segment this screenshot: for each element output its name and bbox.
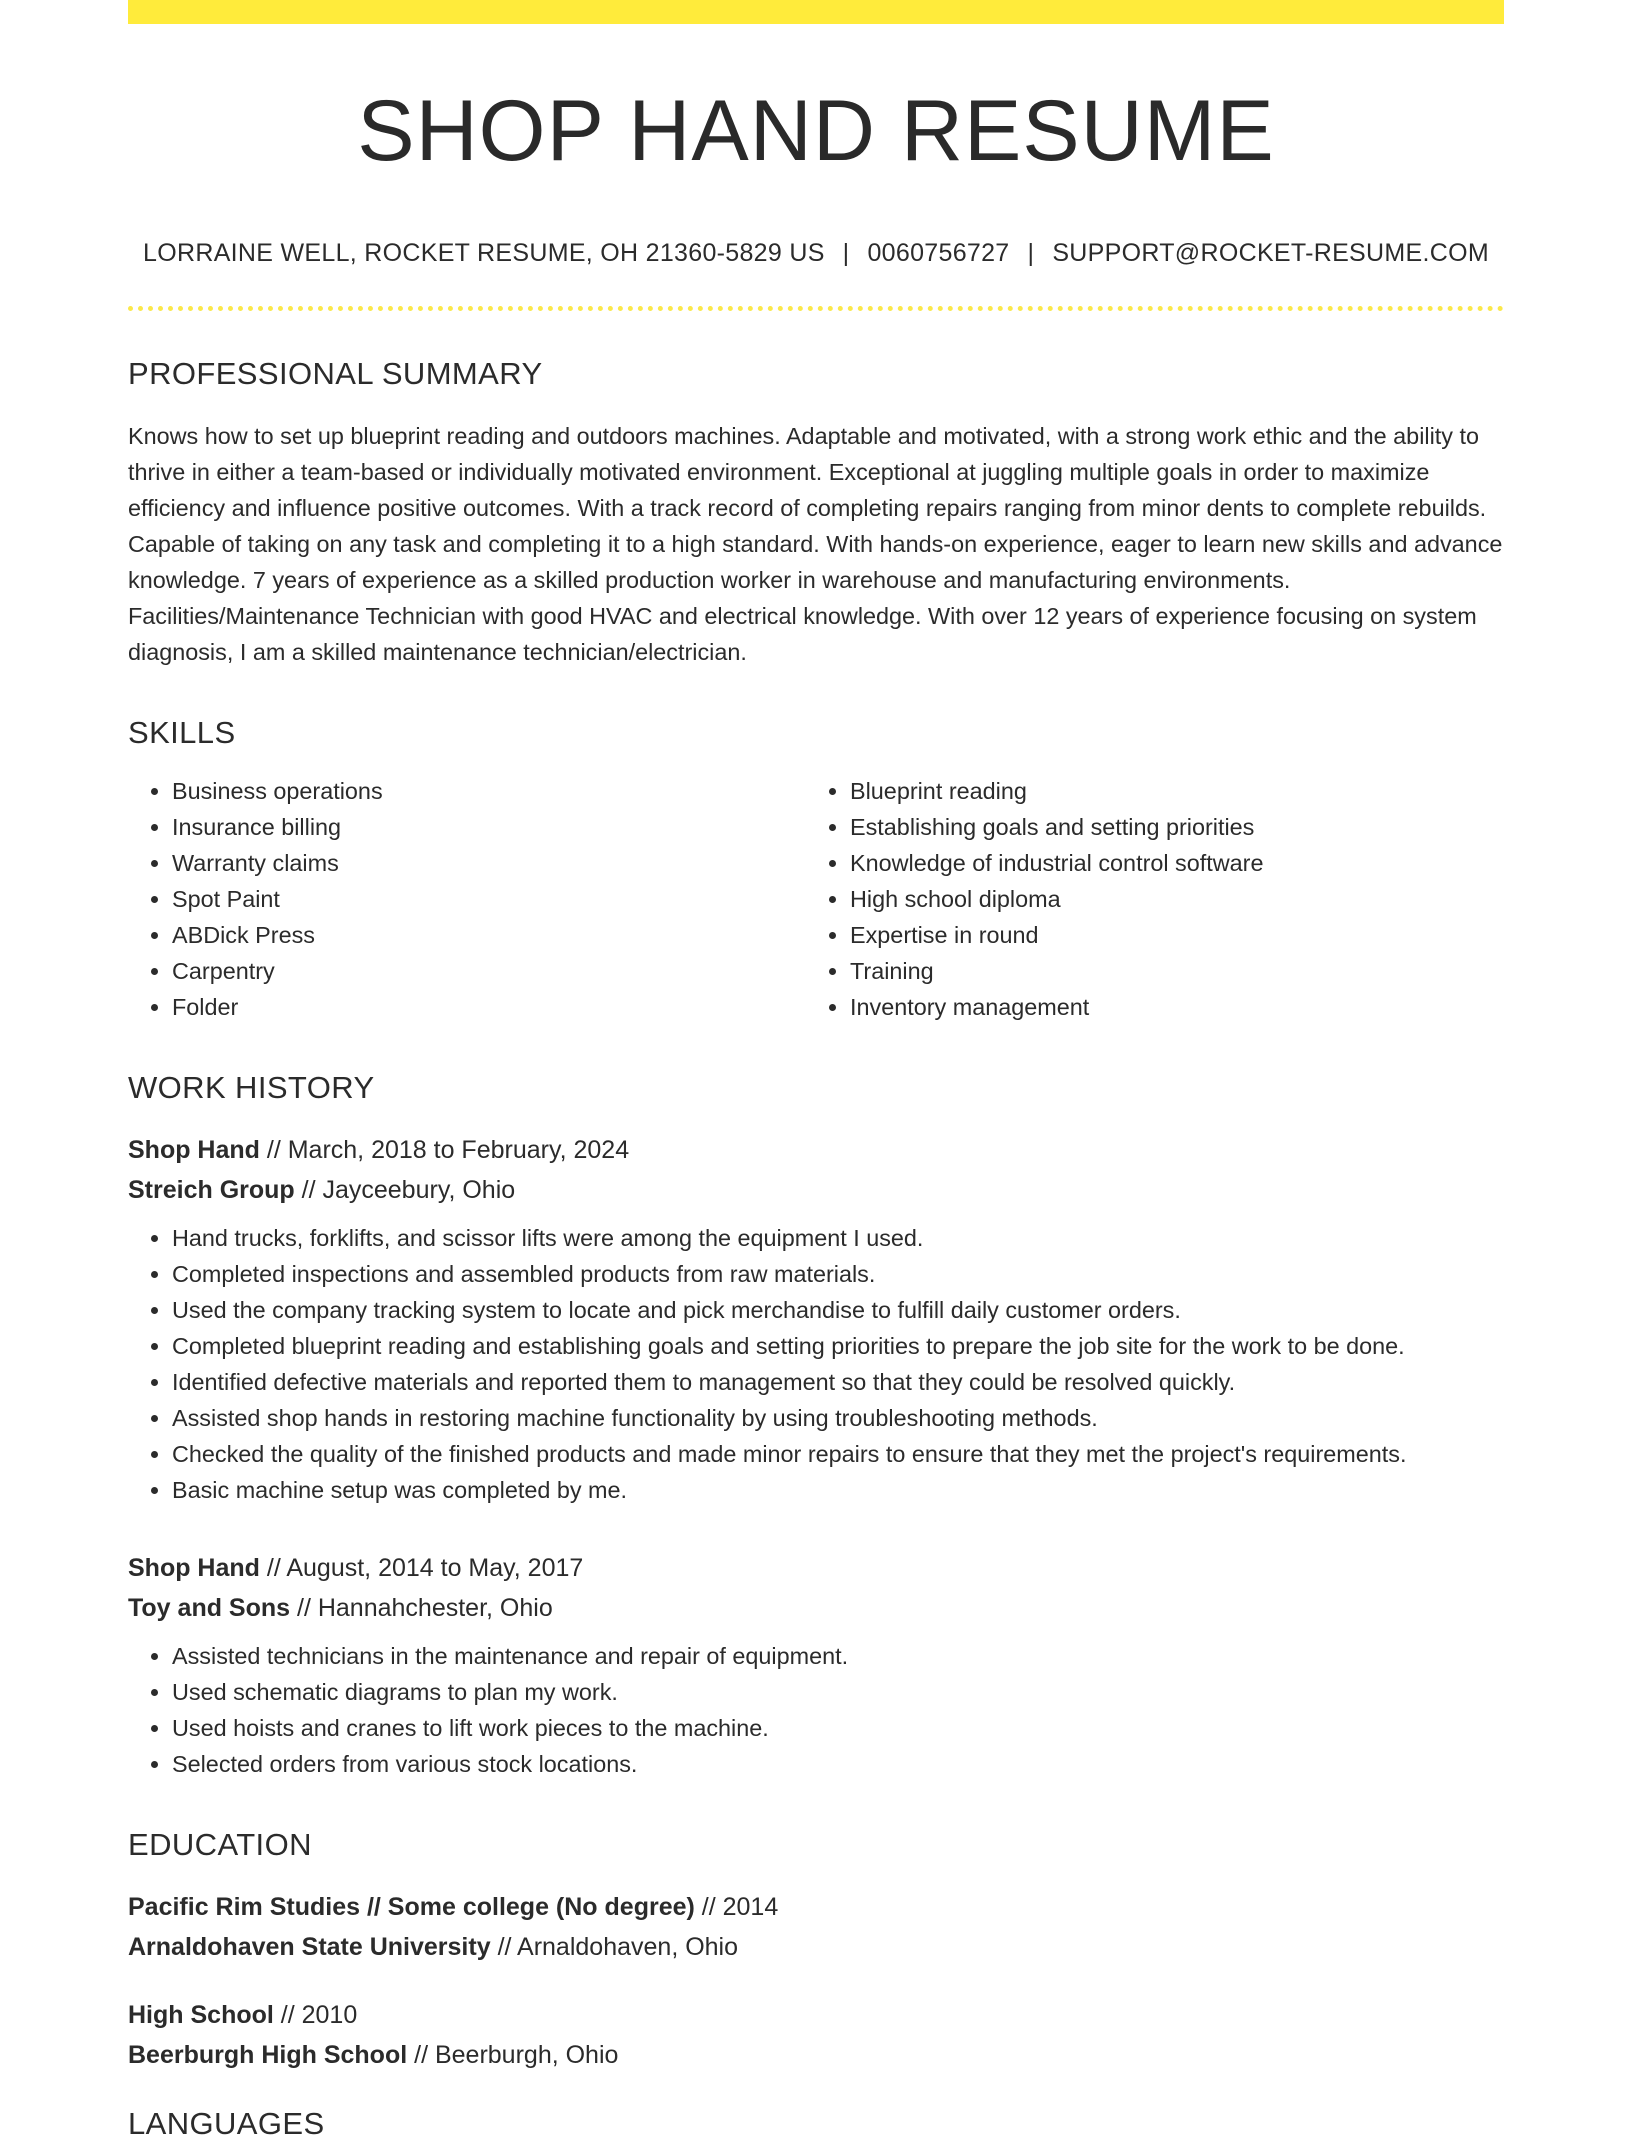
summary-text: Knows how to set up blueprint reading and outdoors machines. Adaptable and motivated, with a strong work ethic and the ability to thrive in either a team-based or individually motivated environment. Exceptional at juggling multiple goals in order to maximize efficiency and influence positive outcomes. With a track record of completing repairs ranging from minor dents to complete rebuilds. Capable of taking on any task and completing it to a high standard. With hands-on experience, eager to learn new skills and advance knowledge. 7 years of experience as a skilled production worker in warehouse and manufacturing environments. Facilities/Maintenance Technician with good HVAC and electrical knowledge. With over 12 years of experience focusing on system diagnosis, I am a skilled maintenance technician/electrician. <box>128 422 1503 665</box>
job-bullet: • Hand trucks, forklifts, and scissor lifts were among the equipment I used. <box>172 1220 1504 1256</box>
skill-item: • Knowledge of industrial control software <box>850 845 1484 881</box>
job-entry <box>128 1130 1504 1508</box>
education-entry <box>128 1995 1504 2075</box>
education-heading: EDUCATION <box>128 1827 312 1863</box>
education-location: // Arnaldohaven, Ohio <box>490 1933 739 1962</box>
job-bullet: • Used hoists and cranes to lift work pieces to the machine. <box>172 1710 1504 1746</box>
skill-item: • Training <box>850 953 1484 989</box>
education-location: // Beerburgh, Ohio <box>407 2041 619 2070</box>
skill-item: • Spot Paint <box>172 881 806 917</box>
skills-heading: SKILLS <box>128 714 236 750</box>
job-location: // Hannahchester, Ohio <box>290 1594 553 1623</box>
education-entry <box>128 1887 1504 1967</box>
skill-item: • High school diploma <box>850 881 1484 917</box>
education-year: // 2010 <box>273 2001 358 2030</box>
skill-item: • Business operations <box>172 773 806 809</box>
education-school: Beerburgh High School <box>128 2041 408 2070</box>
job-bullet: • Used schematic diagrams to plan my work. <box>172 1674 1504 1710</box>
job-bullet: • Selected orders from various stock locations. <box>172 1746 1504 1782</box>
skill-item: • Blueprint reading <box>850 773 1484 809</box>
skill-item: • ABDick Press <box>172 917 806 953</box>
skill-item: • Inventory management <box>850 989 1484 1025</box>
job-location: // Jayceebury, Ohio <box>294 1176 516 1205</box>
job-bullet: • Checked the quality of the finished products and made minor repairs to ensure that they met the project's requirements. <box>172 1436 1504 1472</box>
job-bullet: • Completed blueprint reading and establishing goals and setting priorities to prepare the job site for the work to be done. <box>172 1328 1504 1364</box>
contact-address: LORRAINE WELL, ROCKET RESUME, OH 21360-5829 US <box>143 238 825 267</box>
job-title: Shop Hand <box>128 1554 260 1583</box>
education-degree-line <box>128 1995 1504 2035</box>
job-entry <box>128 1548 1504 1782</box>
job-bullets <box>128 1638 1504 1782</box>
contact-email: SUPPORT@ROCKET-RESUME.COM <box>1052 238 1489 267</box>
job-bullet: • Assisted shop hands in restoring machine functionality by using troubleshooting methods. <box>172 1400 1504 1436</box>
education-school-line <box>128 2035 1504 2075</box>
education-degree-line <box>128 1887 1504 1927</box>
work-history-heading: WORK HISTORY <box>128 1069 375 1105</box>
job-dates: // March, 2018 to February, 2024 <box>259 1136 630 1165</box>
job-bullet: • Completed inspections and assembled products from raw materials. <box>172 1256 1504 1292</box>
contact-phone: 0060756727 <box>867 238 1010 267</box>
job-bullet: • Assisted technicians in the maintenance and repair of equipment. <box>172 1638 1504 1674</box>
education-school-line <box>128 1927 1504 1967</box>
education-year: // 2014 <box>694 1893 779 1922</box>
job-bullet: • Basic machine setup was completed by me. <box>172 1472 1504 1508</box>
languages-heading: LANGUAGES <box>128 2106 325 2142</box>
education-school: Arnaldohaven State University <box>128 1933 491 1962</box>
skills-list <box>128 773 1504 1025</box>
skill-item: • Carpentry <box>172 953 806 989</box>
skill-item: • Establishing goals and setting priorities <box>850 809 1484 845</box>
skills-column-right <box>806 773 1484 1025</box>
skills-column-left <box>128 773 806 1025</box>
education-degree: High School <box>128 2001 274 2030</box>
job-company: Streich Group <box>128 1176 295 1205</box>
job-title: Shop Hand <box>128 1136 260 1165</box>
accent-bar <box>128 0 1504 24</box>
summary-heading: PROFESSIONAL SUMMARY <box>128 355 543 391</box>
resume-page <box>128 0 1504 2143</box>
skill-item: • Folder <box>172 989 806 1025</box>
skill-item: • Expertise in round <box>850 917 1484 953</box>
job-title-line <box>128 1130 1504 1170</box>
job-title-line <box>128 1548 1504 1588</box>
job-dates: // August, 2014 to May, 2017 <box>259 1554 584 1583</box>
contact-separator: | <box>842 238 850 267</box>
education-degree: Pacific Rim Studies // Some college (No degree) <box>128 1893 695 1922</box>
job-bullet: • Used the company tracking system to locate and pick merchandise to fulfill daily customer orders. <box>172 1292 1504 1328</box>
job-company-line <box>128 1170 1504 1210</box>
contact-separator: | <box>1027 238 1035 267</box>
job-company: Toy and Sons <box>128 1594 291 1623</box>
skill-item: • Insurance billing <box>172 809 806 845</box>
job-bullets <box>128 1220 1504 1508</box>
dotted-divider <box>128 306 1504 311</box>
job-company-line <box>128 1588 1504 1628</box>
contact-line <box>128 239 1504 268</box>
skill-item: • Warranty claims <box>172 845 806 881</box>
job-bullet: • Identified defective materials and reported them to management so that they could be resolved quickly. <box>172 1364 1504 1400</box>
resume-title: SHOP HAND RESUME <box>357 83 1275 179</box>
